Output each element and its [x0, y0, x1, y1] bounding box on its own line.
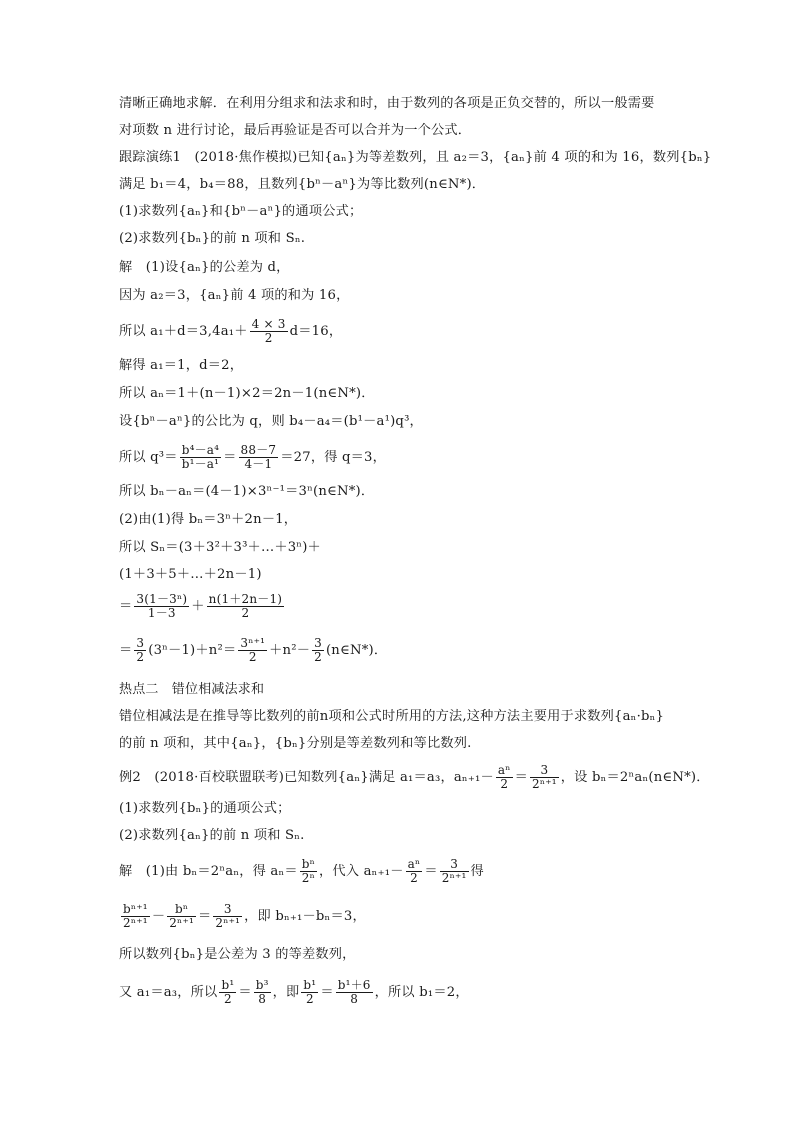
solution-line-2: 因为 a₂＝3，{aₙ}前 4 项的和为 16，	[119, 288, 350, 303]
fraction: $\frac{3}{\text{2ⁿ⁺¹}}$	[532, 763, 557, 791]
solution-line-12: ＝ $\frac{\text{3(1－3ⁿ)}}{1-3}$ ＋ $\frac{n(1+2n-1)}{2}$	[119, 592, 283, 620]
example-question-1: (1)求数列{bₙ}的通项公式；	[119, 801, 291, 816]
solution-line-6: 设{bⁿ－aⁿ}的公比为 q，则 b₄－a₄＝(b¹－a¹)q³，	[119, 414, 423, 429]
fraction: $\frac{\text{bⁿ⁺¹}}{\text{2ⁿ⁺¹}}$	[123, 902, 148, 930]
fraction: $\frac{\text{aⁿ}}{2}$	[497, 763, 511, 791]
example-solution-line-4: 又 a₁＝a₃，所以 $\frac{\text{b¹}}{2}$ ＝ $\frac{\text{b³}}{8}$ ，即 $\frac{\text{b¹}}{2}$ ＝ $\frac{\text{b¹＋6}}{8}$ ，所以 b₁＝2，	[119, 978, 469, 1006]
example-problem-line-1: 例2 (2018·百校联盟联考)已知数列{aₙ}满足 a₁＝a₃，aₙ₊₁－ $\frac{\text{aⁿ}}{2}$ ＝ $\frac{3}{\text{2ⁿ⁺¹}}$ ，设 bₙ＝2ⁿaₙ(n∈N*)．	[119, 763, 710, 791]
fraction: $\frac{\text{b¹＋6}}{8}$	[337, 978, 371, 1006]
section-heading: 热点二 错位相减法求和	[119, 682, 265, 697]
solution-line-13: ＝ $\frac{3}{2}$ (3ⁿ－1)＋n²＝ $\frac{\text{3ⁿ⁺¹}}{2}$ ＋n²－ $\frac{3}{2}$ (n∈N*)．	[119, 636, 388, 664]
fraction: $\frac{\text{bⁿ}}{\text{2ⁿ⁺¹}}$	[169, 902, 194, 930]
solution-line-8: 所以 bₙ－aₙ＝(4－1)×3ⁿ⁻¹＝3ⁿ(n∈N*)．	[119, 484, 375, 499]
practice-question-2: (2)求数列{bₙ}的前 n 项和 Sₙ.	[119, 231, 306, 246]
solution-line-5: 所以 aₙ＝1＋(n－1)×2＝2n－1(n∈N*)．	[119, 386, 375, 401]
solution-line-7: 所以 q³＝ $\frac{\text{b⁴－a⁴}}{\text{b¹－a¹}}$ ＝ $\frac{88-7}{4-1}$ ＝27，得 q＝3，	[119, 443, 387, 471]
practice-problem-line-2: 满足 b₁＝4，b₄＝88，且数列{bⁿ－aⁿ}为等比数列(n∈N*)．	[119, 177, 486, 192]
fraction: $\frac{3}{2}$	[314, 636, 322, 664]
fraction: $\frac{\text{b¹}}{2}$	[221, 978, 235, 1006]
fraction: $\frac{\text{3ⁿ⁺¹}}{2}$	[240, 636, 266, 664]
fraction: $\frac{\text{b³}}{8}$	[255, 978, 269, 1006]
example-solution-line-3: 所以数列{bₙ}是公差为 3 的等差数列，	[119, 947, 356, 962]
section-intro-line-2: 的前 n 项和，其中{aₙ}，{bₙ}分别是等差数列和等比数列.	[119, 736, 472, 751]
solution-line-10: 所以 Sₙ＝(3＋3²＋3³＋…＋3ⁿ)＋	[119, 540, 321, 555]
solution-line-11: (1＋3＋5＋…＋2n－1)	[119, 567, 262, 582]
intro-line-1: 清晰正确地求解．在利用分组求和法求和时，由于数列的各项是正负交替的，所以一般需要	[119, 96, 655, 111]
fraction: $\frac{3}{\text{2ⁿ⁺¹}}$	[441, 857, 467, 885]
fraction: $\frac{\text{b⁴－a⁴}}{\text{b¹－a¹}}$	[181, 443, 220, 471]
example-solution-line-1: 解 (1)由 bₙ＝2ⁿaₙ，得 aₙ＝ $\frac{\text{bⁿ}}{\text{2ⁿ}}$ ，代入 aₙ₊₁－ $\frac{\text{aⁿ}}{2}$ ＝ $\frac{3}{\text{2ⁿ⁺¹}}$ 得	[119, 857, 484, 885]
practice-problem-line-1: 跟踪演练1 (2018·焦作模拟)已知{aₙ}为等差数列，且 a₂＝3，{aₙ}前 4 项的和为 16，数列{bₙ}	[119, 150, 712, 165]
fraction: $\frac{3}{\text{2ⁿ⁺¹}}$	[215, 902, 241, 930]
section-intro-line-1: 错位相减法是在推导等比数列的前n项和公式时所用的方法,这种方法主要用于求数列{aₙ·bₙ}	[119, 709, 665, 724]
fraction: $\frac{n(1+2n-1)}{2}$	[208, 592, 283, 620]
example-solution-line-2: $\frac{\text{bⁿ⁺¹}}{\text{2ⁿ⁺¹}}$ － $\frac{\text{bⁿ}}{\text{2ⁿ⁺¹}}$ ＝ $\frac{3}{\text{2ⁿ⁺¹}}$ ，即 bₙ₊₁－bₙ＝3，	[123, 902, 366, 930]
intro-line-2: 对项数 n 进行讨论，最后再验证是否可以合并为一个公式．	[119, 123, 472, 138]
fraction: $\frac{88-7}{4-1}$	[240, 443, 277, 471]
solution-line-4: 解得 a₁＝1，d＝2，	[119, 358, 244, 373]
fraction: $\frac{4 \times 3}{2}$	[251, 317, 286, 345]
example-question-2: (2)求数列{aₙ}的前 n 项和 Sₙ.	[119, 828, 305, 843]
solution-line-3: 所以 a₁＋d＝3,4a₁＋ $\frac{4 \times 3}{2}$ d＝16，	[119, 317, 343, 345]
fraction: $\frac{3}{2}$	[136, 636, 145, 664]
practice-question-1: (1)求数列{aₙ}和{bⁿ－aⁿ}的通项公式；	[119, 204, 363, 219]
fraction: $\frac{\text{bⁿ}}{\text{2ⁿ}}$	[301, 857, 316, 885]
fraction: $\frac{\text{3(1－3ⁿ)}}{1-3}$	[136, 592, 188, 620]
fraction: $\frac{\text{aⁿ}}{2}$	[407, 857, 421, 885]
solution-line-1: 解 (1)设{aₙ}的公差为 d，	[119, 260, 290, 275]
solution-line-9: (2)由(1)得 bₙ＝3ⁿ＋2n－1，	[119, 512, 298, 527]
fraction: $\frac{\text{b¹}}{2}$	[303, 978, 317, 1006]
